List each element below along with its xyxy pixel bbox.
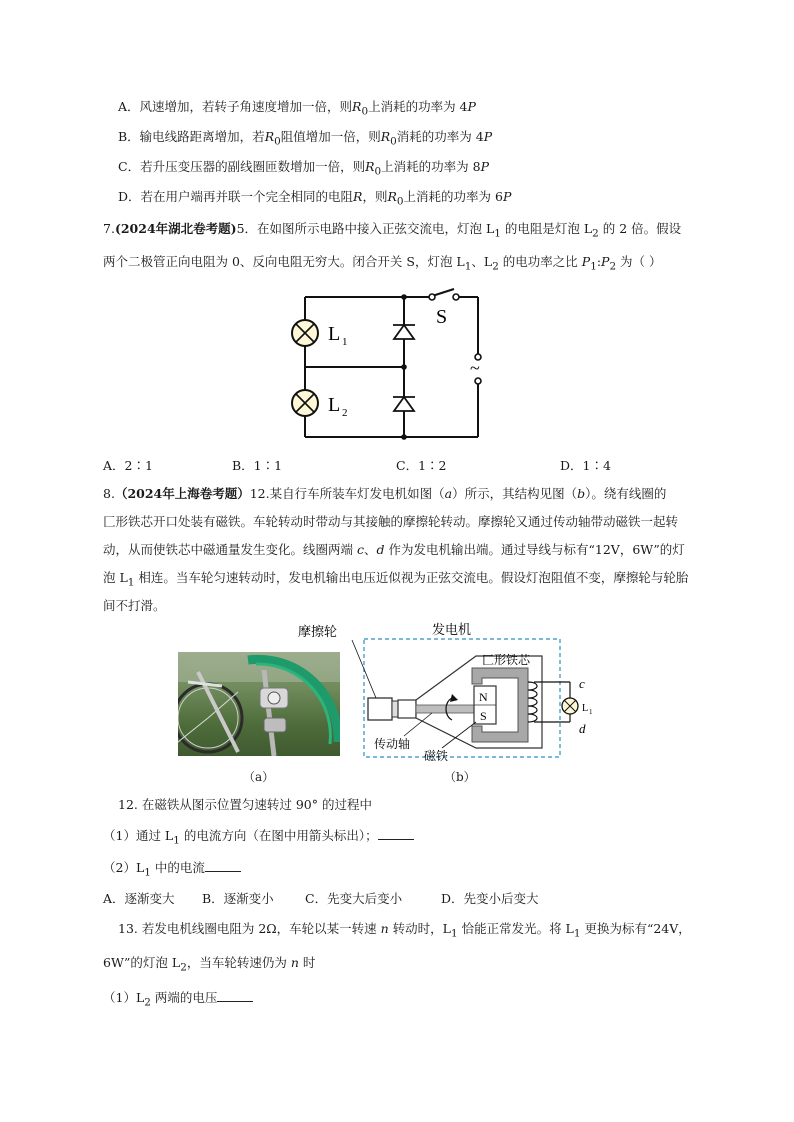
circuit-diagram	[280, 285, 510, 445]
q7-line1: 7.(2024年湖北卷考题)5．在如图所示电路中接入正弦交流电，灯泡 $L_1$ 的电阻是灯泡 $L_2$ 的 2 倍。假设	[103, 221, 682, 240]
label-l2: L	[328, 394, 341, 416]
q7-choice-b: B．1∶1	[232, 458, 283, 473]
answer-blank[interactable]	[205, 859, 241, 872]
q8-line5: 间不打滑。	[103, 598, 166, 613]
lamp-label: L	[582, 703, 589, 714]
q13-line2: 6W”的灯泡 $L_2$，当车轮转速仍为 n 时	[103, 955, 316, 974]
magnet-label: 磁铁	[424, 749, 449, 763]
q7-line2: 两个二极管正向电阻为 0、反向电阻无穷大。闭合开关 S，灯泡 $L_1$、$L_2$ 的电功率之比 $P_1:P_2$ 为（ ）	[103, 254, 662, 273]
answer-blank[interactable]	[217, 989, 253, 1002]
diode-bottom-icon	[393, 397, 415, 411]
q7-choice-c: C．1∶2	[396, 458, 447, 473]
option-c: C．若升压变压器的副线圈匝数增加一倍，则$R_0$上消耗的功率为 8P	[118, 159, 489, 178]
lamp-l1-icon	[292, 320, 318, 346]
q7-choice-a: A．2∶1	[103, 458, 153, 473]
ac-source-symbol: ~	[470, 358, 480, 378]
core-label: 匚形铁芯	[482, 653, 531, 667]
q8-line4: 泡 $L_1$ 相连。当车轮匀速转动时，发电机输出电压近似视为正弦交流电。假设灯泡阻值不变，摩擦轮与轮胎	[103, 570, 689, 589]
magnet-s-label: S	[480, 709, 487, 723]
caption-a: （a）	[243, 770, 275, 784]
generator-diagram	[292, 620, 604, 770]
lamp-label-sub: 1	[589, 708, 593, 716]
q12-choice-c: C．先变大后变小	[305, 891, 403, 906]
label-l1-sub: 1	[342, 336, 348, 348]
option-b: B．输电线路距离增加，若$R_0$阻值增加一倍，则$R_0$消耗的功率为 4P	[118, 129, 493, 148]
terminal-c-label: c	[579, 676, 585, 691]
q12-choice-b: B．逐渐变小	[202, 891, 274, 906]
lamp-l2-icon	[292, 390, 318, 416]
q12-choice-d: D．先变小后变大	[441, 891, 539, 906]
q8-line1: 8.（2024年上海卷考题）12.某自行车所装车灯发电机如图（a）所示，其结构见图（b）。绕有线圈的	[103, 486, 667, 501]
diode-top-icon	[393, 325, 415, 339]
answer-blank[interactable]	[378, 827, 414, 840]
friction-wheel-label: 摩擦轮	[298, 624, 338, 639]
shaft-label: 传动轴	[374, 737, 411, 751]
q12-part1: （1）通过 $L_1$ 的电流方向（在图中用箭头标出）；	[103, 826, 414, 847]
label-l2-sub: 2	[342, 407, 348, 419]
label-switch: S	[436, 306, 448, 328]
q8-line3: 动，从而使铁芯中磁通量发生变化。线圈两端 c、d 作为发电机输出端。通过导线与标有“12V，6W”的灯	[103, 542, 685, 557]
q12-part2: $(2)L_1$ 中的电流	[103, 858, 241, 879]
terminal-d-label: d	[579, 721, 586, 736]
caption-b: （b）	[444, 770, 476, 784]
q7-choice-d: D．1∶4	[560, 458, 611, 473]
q13-part1: $(1)L_2$ 两端的电压	[103, 988, 253, 1009]
option-a: A．风速增加，若转子角速度增加一倍，则$R_0$上消耗的功率为 4P	[118, 99, 476, 118]
q8-line2: 匚形铁芯开口处装有磁铁。车轮转动时带动与其接触的摩擦轮转动。摩擦轮又通过传动轴带动磁铁一起转	[103, 514, 679, 529]
q13-line1: 13. 若发电机线圈电阻为 2Ω，车轮以某一转速 n 转动时，$L_1$ 恰能正常发光。将 $L_1$ 更换为标有“24V，	[118, 921, 691, 940]
magnet-n-label: N	[479, 690, 488, 704]
q12-choice-a: A．逐渐变大	[103, 891, 175, 906]
generator-label: 发电机	[432, 622, 472, 637]
q12-stem: 12. 在磁铁从图示位置匀速转过 90° 的过程中	[118, 797, 372, 812]
option-d: D．若在用户端再并联一个完全相同的电阻R，则$R_0$上消耗的功率为 6P	[118, 189, 512, 208]
label-l1: L	[328, 323, 341, 345]
lamp-l1-icon	[562, 698, 578, 714]
